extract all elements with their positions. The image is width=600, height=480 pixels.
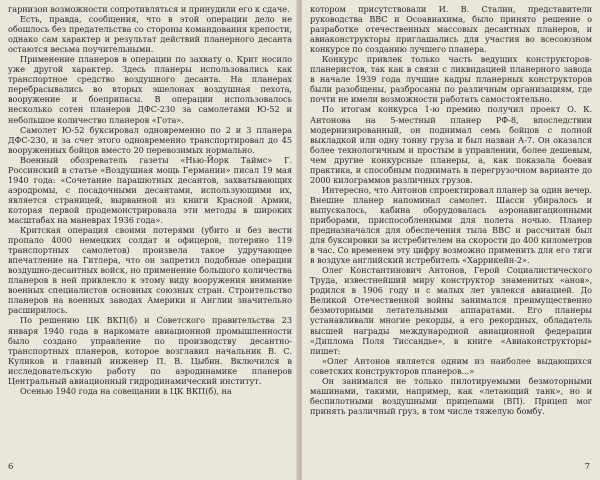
page-number: 7 <box>584 462 590 472</box>
paragraph: По итогам конкурса 1-ю премию получил проект О. К. Антонова на 5-местный планер РФ-8, впоследствии модернизированный, он поднимал семь бойцов с полной выкладкой или одну тонну груза и был назван А-7. Он оказался более технологичным и простым в управлении, более дешевым, чем другие конкурсные планеры, а, как показала боевая практика, и способным поднимать в перегрузочном варианте до 2000 килограммов различных грузов. <box>310 104 592 185</box>
paragraph: Применение планеров в операции по захвату о. Крит носило уже другой характер. Здесь планеры использовались как транспортное средство воздушного десанта. На планерах перебрасывались во вторых эшелонах воздушная пехота, вооружение и боеприпасы. В операции использовалось несколько сотен планеров ДФС-230 за самолетами Ю-52 и небольшое количество планеров «Гота». <box>8 54 292 125</box>
paragraph: Он занимался не только пилотируемыми безмоторными машинами, такими, например, как «летающий танк», но и беспилотными воздушными прицепами (ВП). Прицеп мог принять различный груз, в том числе тяжелую бомбу. <box>310 375 592 416</box>
paragraph: Военный обозреватель газеты «Нью-Йорк Таймс» Г. Россинский в статье «Воздушная мощь Германии» писал 19 мая 1940 года: «Сочетание парашютных десантов, захватывающих аэродромы, с посадочными десантами, использующими их, является страницей, вырванной из книги Красной Армии, которая первой продемонстрировала эти методы в широких масштабах на маневрах 1936 года». <box>8 154 292 225</box>
page-number: 6 <box>8 462 14 472</box>
paragraph: Самолет Ю-52 буксировал одновременно по 2 и 3 планера ДФС-230, и за счет этого одновременно транспортировал до 45 вооруженных бойцов вместо 20 перевозимых нормально. <box>8 124 292 155</box>
paragraph: Олег Константинович Антонов, Герой Социалистического Труда, известнейший миру конструктор знаменитых «анов», родился в 1906 году и с малых лет увлекся авиацией. До Великой Отечественной войны занимался преимущественно безмоторными летательными аппаратами. Его планеры устанавливали многие рекорды, а его рекордных, обладатель высшей награды международной авиационной федерации «Диплома Поля Тиссандье», в книге «Авиаконструкторы» пишет: <box>310 265 592 356</box>
paragraph: По решению ЦК ВКП(б) и Советского правительства 23 января 1940 года в наркомате авиационной промышленности было создано управление по производству десантно-транспортных планеров, которое возглавил начальник В. С. Куликов и главный инженер П. В. Цыбин. Включился в исследовательскую работу по аэродинамике планеров Центральный авиационный гидродинамический институт. <box>8 315 292 386</box>
paragraph: гарнизон возможности сопротивляться и принудили его к сдаче. <box>8 4 290 14</box>
paragraph: «Олег Антонов является одним из наиболее выдающихся советских конструкторов планеров...» <box>310 355 592 376</box>
left-page <box>0 0 298 480</box>
paragraph: Осенью 1940 года на совещании в ЦК ВКП(б), на <box>20 385 232 396</box>
right-page <box>302 0 600 480</box>
paragraph: котором присутствовали И. В. Сталин, представители руководства ВВС и Осоавиахима, было принято решение о разработке отечественных массовых десантных планеров, и авиаконструкторы приглашались для участия во всесоюзном конкурсе по созданию лучшего планера. <box>310 4 592 55</box>
paragraph: Конкурс привлек только часть ведущих конструкторов-планеристов, так как в связи с ликвидацией планерного завода в начале 1939 года лучшие кадры планерных конструкторов были разобщены, разбросаны по различным организациям, где почти не имели возможности работать самостоятельно. <box>310 54 592 105</box>
left-page-text <box>8 4 292 396</box>
right-page-text <box>310 4 592 416</box>
paragraph: Есть, правда, сообщения, что в этой операции дело не обошлось без предательства со стороны командования крепости, однако сам характер и результат действий планерного десанта остаются весьма поучительными. <box>8 14 292 55</box>
paragraph: Критская операция своими потерями (убито и без вести пропало 4000 немецких солдат и офицеров, потеряно 119 транспортных самолетов) произвела такое удручающее впечатление на Гитлера, что он запретил подобные операции воздушно-десантных войск, но применение большого количества планеров в ней привлекло к этому виду вооружения внимание военных специалистов основных союзных стран. Строительство планеров на военных заводах Америки и Англии значительно расширилось. <box>8 225 292 316</box>
paragraph: Интересно, что Антонов спроектировал планер за один вечер. Внешне планер напоминал самолет. Шасси убиралось и выпускалось, кабина оборудовалась аэронавигационными приборами, приспособленными для полета ночью. Планер предназначался для обеспечения тыла ВВС и рассчитан был для буксировки за истребителем на скорости до 400 километров в час. Со временем эту цифру возможно применить для его тяги в воздухе английский истребитель «Харрикейн-2». <box>310 184 592 266</box>
